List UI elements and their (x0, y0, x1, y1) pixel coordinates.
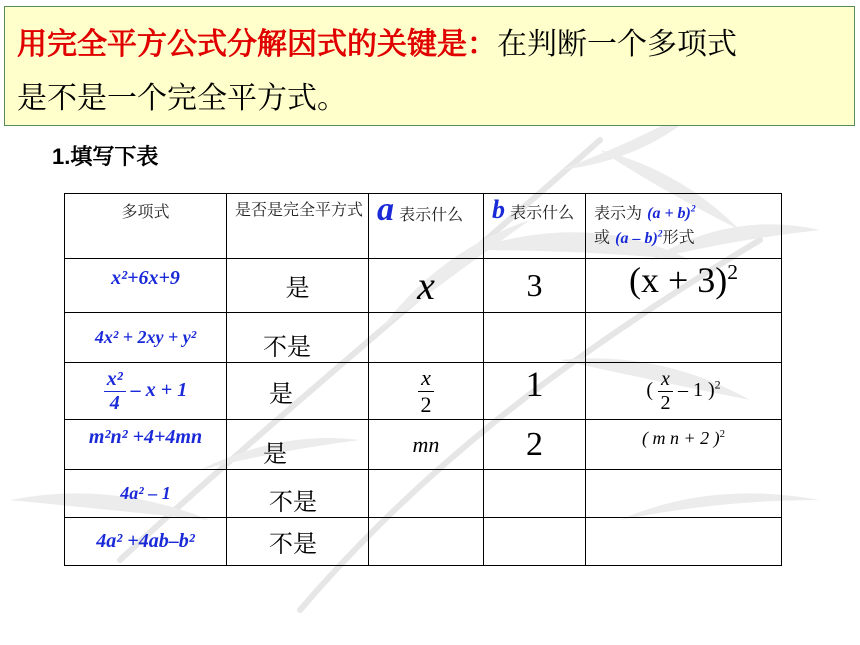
header-is-square: 是否是完全平方式 (227, 194, 369, 259)
cell-polynomial: 4x² + 2xy + y² (65, 313, 227, 363)
banner-line-2: 是不是一个完全平方式。 (17, 81, 347, 116)
header-a-text: 表示什么 (399, 205, 464, 224)
cell-is-square: 不是 (227, 470, 369, 518)
table-row (65, 363, 782, 420)
header-b-meaning (484, 194, 586, 259)
cell-a (369, 518, 484, 566)
cell-polynomial: 4a² – 1 (65, 470, 227, 518)
cell-b (484, 470, 586, 518)
header-polynomial: 多项式 (65, 194, 227, 259)
cell-form (586, 470, 782, 518)
banner-key-phrase: 用完全平方公式分解因式的关键是： (17, 27, 497, 62)
poly-tail: – x + 1 (130, 378, 188, 401)
cell-is-square: 是 (227, 363, 369, 420)
cell-b (484, 518, 586, 566)
banner-text-1: 在判断一个多项式 (497, 27, 737, 62)
cell-b (484, 313, 586, 363)
table-row (65, 313, 782, 363)
var-a-label: a (377, 191, 394, 228)
table-row (65, 518, 782, 566)
cell-polynomial: 4a² +4ab–b² (65, 518, 227, 566)
table-row (65, 420, 782, 470)
cell-a: x (369, 259, 484, 313)
header-form-text: 表示为 (594, 203, 643, 223)
cell-polynomial (65, 363, 227, 420)
form-fraction: $\frac{x}{2}$ (658, 368, 673, 415)
cell-a: mn (369, 420, 484, 470)
cell-a (369, 363, 484, 420)
cell-polynomial: x²+6x+9 (65, 259, 227, 313)
banner-line-1 (17, 25, 737, 65)
cell-is-square: 是 (227, 259, 369, 313)
key-point-banner (4, 6, 855, 126)
table-row (65, 470, 782, 518)
cell-a (369, 313, 484, 363)
cell-form: ( m n + 2 )$^2$ (586, 420, 782, 470)
cell-is-square: 不是 (227, 518, 369, 566)
cell-form (586, 313, 782, 363)
cell-a (369, 470, 484, 518)
header-form-plus: $(a + b)^2$ (647, 204, 696, 223)
poly-fraction: $\frac{\text{x²}}{4}$ (104, 368, 126, 415)
cell-b: 2 (484, 420, 586, 470)
cell-is-square: 不是 (227, 313, 369, 363)
header-form (586, 194, 782, 259)
table-header-row (65, 194, 782, 259)
a-fraction: $\frac{x}{2}$ (418, 365, 434, 418)
header-b-text: 表示什么 (510, 203, 575, 222)
header-form-tail: 形式 (662, 227, 695, 247)
cell-form: ( $\frac{x}{2}$ – 1 )$^2$ (586, 363, 782, 420)
cell-b: 1 (484, 363, 586, 420)
header-a-meaning (369, 191, 484, 259)
var-b-label: b (492, 195, 505, 224)
cell-b: 3 (484, 259, 586, 313)
exercise-table (64, 193, 782, 566)
cell-form: $(x + 3)^2$ (586, 259, 782, 313)
header-form-or: 或 (594, 227, 611, 247)
cell-form (586, 518, 782, 566)
cell-polynomial: m²n² +4+4mn (65, 420, 227, 470)
header-form-minus: (a – b)$^2$ (615, 228, 663, 247)
exercise-title: 1.填写下表 (52, 144, 159, 169)
cell-is-square: 是 (227, 420, 369, 470)
table-row (65, 259, 782, 313)
